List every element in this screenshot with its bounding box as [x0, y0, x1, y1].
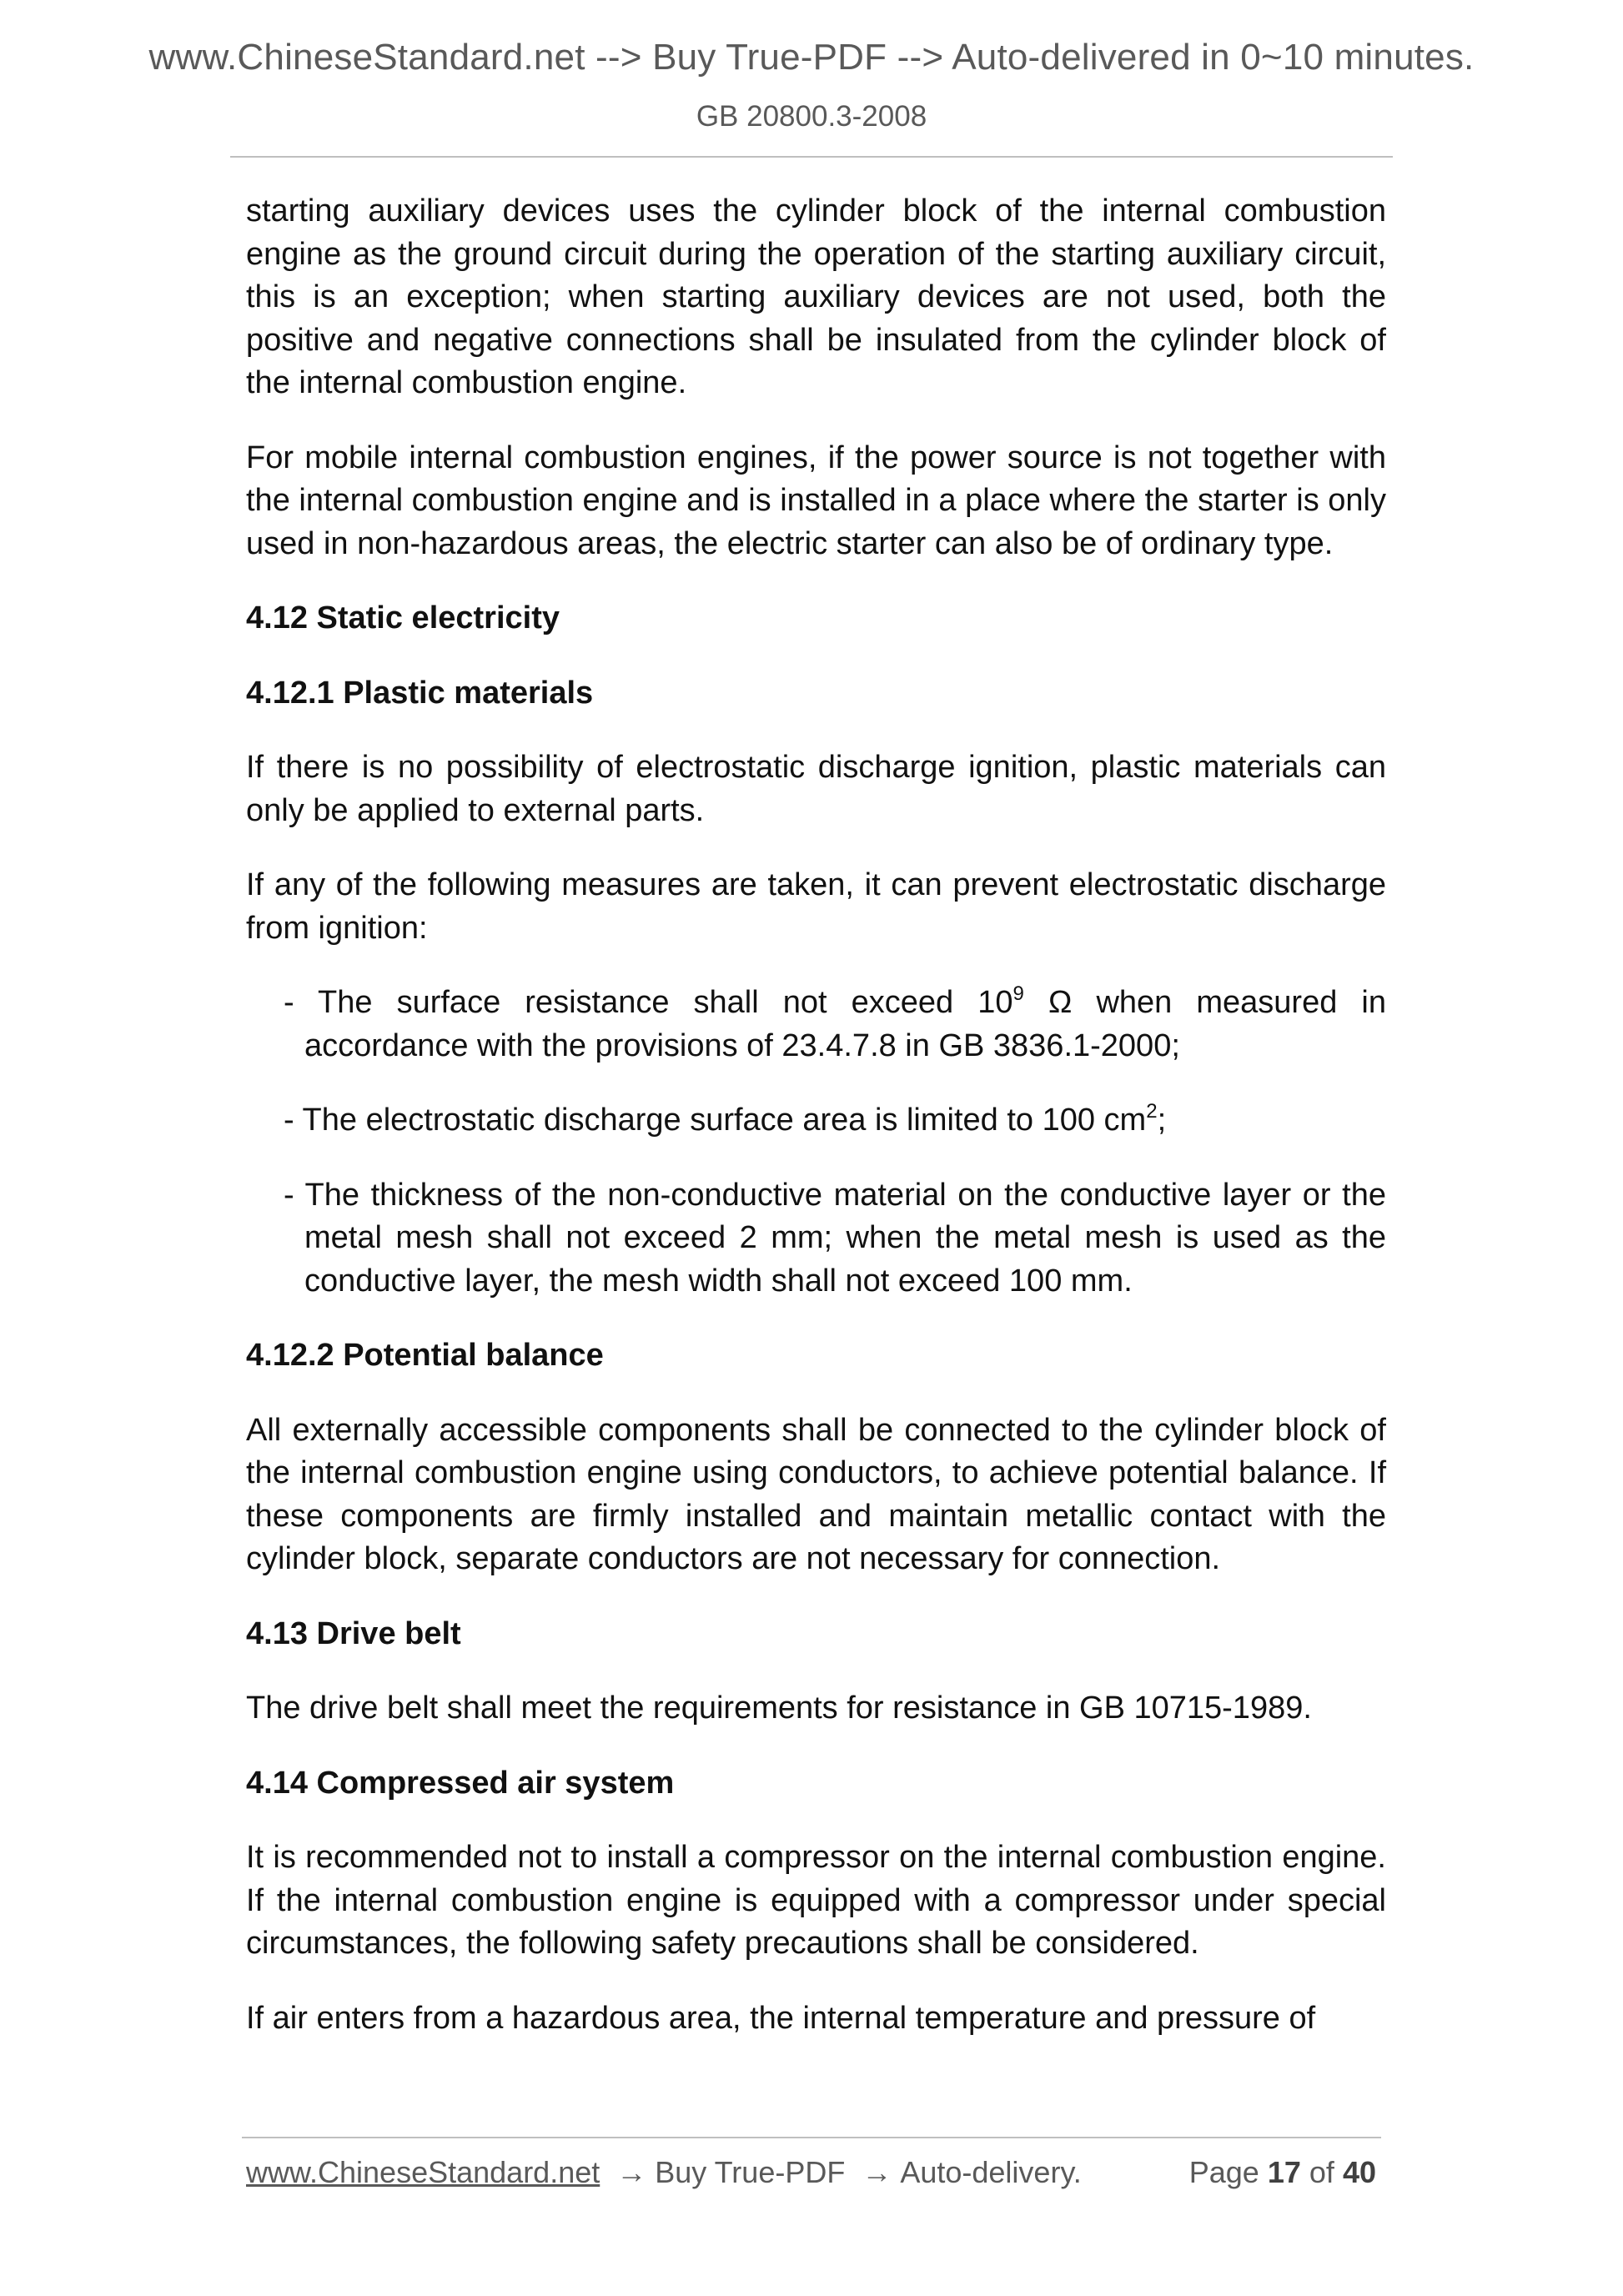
exponent: 2: [1146, 1100, 1158, 1123]
footer-site-link[interactable]: www.ChineseStandard.net: [246, 2155, 600, 2189]
paragraph-hazardous-air: If air enters from a hazardous area, the internal temperature and pressure of: [246, 2000, 1316, 2036]
footer-buy-text: Buy True-PDF: [655, 2155, 846, 2189]
list-item-text: - The electrostatic discharge surface area is limited to 100 cm: [284, 1103, 1147, 1138]
list-item-material-thickness: - The thickness of the non-conductive material on the conductive layer or the metal mesh shall not exceed 2 mm; when the metal mesh is used as the conductive layer, the mesh width shall not exceed 100 mm.: [284, 1177, 1386, 1299]
top-banner[interactable]: www.ChineseStandard.net --> Buy True-PDF --> Auto-delivered in 0~10 minutes.: [148, 37, 1475, 78]
of-label: of: [1309, 2155, 1334, 2189]
heading-4-14: 4.14 Compressed air system: [246, 1765, 675, 1801]
list-item-text: Ω when measured in accordance with the provisions of 23.4.7.8 in GB 3836.1-2000;: [304, 985, 1386, 1063]
arrow-right-icon: →: [616, 2155, 647, 2189]
footer-links: [246, 2155, 1082, 2190]
heading-4-13: 4.13 Drive belt: [246, 1615, 461, 1651]
paragraph-compressor: It is recommended not to install a compressor on the internal combustion engine. If the internal combustion engine is equipped with a compressor under special circumstances, the following safety precautions shall be considered.: [246, 1840, 1386, 1961]
document-code: GB 20800.3-2008: [696, 100, 927, 133]
paragraph-drive-belt: The drive belt shall meet the requirements for resistance in GB 10715-1989.: [246, 1691, 1312, 1726]
heading-4-12-2: 4.12.2 Potential balance: [246, 1338, 604, 1373]
heading-4-12: 4.12 Static electricity: [246, 600, 560, 636]
list-item-surface-resistance: [284, 982, 1386, 1068]
paragraph-starting-auxiliary: starting auxiliary devices uses the cylinder block of the internal combustion engine as the ground circuit during the operation of the starting auxiliary circuit, this is an exception; when starting auxiliary devices are not used, both the positive and negative connections shall be insulated from the cylinder block of the internal combustion engine.: [246, 193, 1386, 400]
page-number: [1189, 2155, 1376, 2190]
header-divider: [230, 156, 1393, 158]
exponent: 9: [1012, 982, 1024, 1005]
paragraph-measures-intro: If any of the following measures are taken, it can prevent electrostatic discharge from ignition:: [246, 867, 1386, 946]
paragraph-mobile-engines: For mobile internal combustion engines, if the power source is not together with the internal combustion engine and is installed in a place where the starter is only used in non-hazardous areas, the electric starter can also be of ordinary type.: [246, 440, 1386, 561]
footer-auto-text: Auto-delivery.: [900, 2155, 1082, 2189]
total-pages: 40: [1342, 2155, 1376, 2189]
list-item-text: ;: [1157, 1103, 1167, 1138]
paragraph-plastic-materials: If there is no possibility of electrostatic discharge ignition, plastic materials can only be applied to external parts.: [246, 750, 1386, 828]
list-item-text: - The surface resistance shall not exceed 10: [284, 985, 1013, 1020]
paragraph-potential-balance: All externally accessible components shall be connected to the cylinder block of the internal combustion engine using conductors, to achieve potential balance. If these components are firmly installed and maintain metallic contact with the cylinder block, separate conductors are not necessary for connection.: [246, 1412, 1386, 1576]
page-label: Page: [1188, 2155, 1259, 2189]
page-content: [246, 190, 1386, 2072]
footer-divider: [242, 2137, 1381, 2138]
current-page: 17: [1267, 2155, 1301, 2189]
arrow-right-icon: →: [862, 2155, 892, 2189]
list-item-discharge-area: [284, 1099, 1386, 1143]
heading-4-12-1: 4.12.1 Plastic materials: [246, 675, 594, 711]
